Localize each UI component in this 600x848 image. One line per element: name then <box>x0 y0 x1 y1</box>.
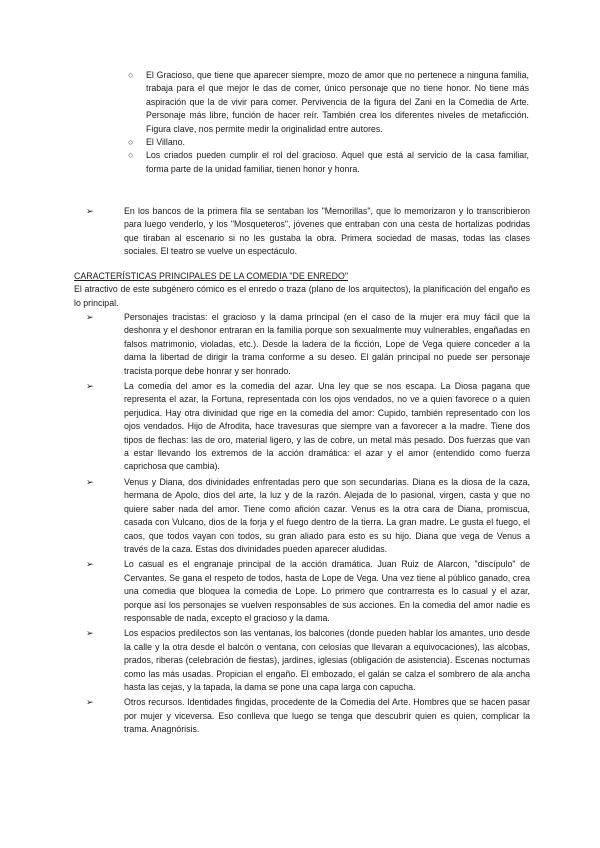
arrow-bullet-icon: ➢ <box>86 628 94 639</box>
list-item-text: Los espacios predilectos son las ventanas, los balcones (donde pueden hablar los amantes, uno desde la calle y la otra desde el balcón o ventana, con celosías que llevaran a equivocaciones), las alcobas, prados, riberas (celebración de fiestas), jardines, iglesias (obligación de asistencia). Escenas nocturnas como las más usadas. Propician el engaño. El embozado, el galán se calza el sombrero de ala ancha hasta las cejas, y la tapada, la dama se pone una capa larga con capucha. <box>124 628 530 692</box>
enredo-list <box>86 311 530 739</box>
circle-bullet-icon: ○ <box>128 70 134 80</box>
list-item <box>86 696 530 736</box>
enredo-section <box>74 270 530 310</box>
list-item <box>124 69 529 136</box>
section-heading: CARACTERÍSTICAS PRINCIPALES DE LA COMEDIA "DE ENREDO" <box>74 271 348 281</box>
list-item-text: El Gracioso, que tiene que aparecer siempre, mozo de amor que no pertenece a ninguna familia, trabaja para el que mejor le das de comer, único personaje que no tiene honor. No tiene más aspiración que la de vivir para comer. Pervivencia de la figura del Zani en la Comedia de Arte. Personaje más libre, función de hacer reír. También crea los diferentes niveles de metaficción. Figura clave, nos permite medir la originalidad entre autores. <box>146 70 529 134</box>
list-item-text: Lo casual es el engranaje principal de la acción dramática. Juan Ruiz de Alarcon, "discípulo" de Cervantes. Se gana el respeto de todos, hasta de Lope de Vega. Una vez tiene al público ganado, crea una comedia que bloquea la comedia de Lope. Lo primero que contrarresta es lo casual y el azar, porque así los personajes se vuelven responsables de sus acciones. En la comedia del amor nadie es responsable de nada, excepto el gracioso y la dama. <box>124 559 530 623</box>
arrow-bullet-icon: ➢ <box>86 559 94 570</box>
list-item-text: En los bancos de la primera fila se sentaban los "Memorillas", que lo memorizaron y lo transcribieron para luego venderlo, y los "Mosqueteros", jóvenes que entraban con una cesta de hortalizas podridas que tiraban al escenario si no les gustaba la obra. Primera sociedad de masas, todas las clases sociales. El teatro se vuelve un espectáculo. <box>124 206 530 257</box>
list-item <box>86 476 530 556</box>
list-item-text: La comedia del amor es la comedia del azar. Una ley que se nos escapa. La Diosa pagana que representa el azar, la Fortuna, representada con los ojos vendados, no ve a quien favorece o a quien perjudica. Hay otra divinidad que rige en la comedia del amor: Cupido, también representado con los ojos vendados. Hijo de Afrodita, hace travesuras que siempre van a favorecer a la madre. Tiene dos tipos de flechas: las de oro, material ligero, y las de cobre, un metal más pesado. Dos fuerzas que van a estar llevando los extremos de la acción dramática: el azar y el amor (entendido como fuerza caprichosa que cambia). <box>124 381 530 472</box>
arrow-bullet-icon: ➢ <box>86 381 94 392</box>
list-item <box>124 136 529 149</box>
memorillas-block <box>86 205 530 259</box>
list-item-text: Personajes tracistas: el gracioso y la dama principal (en el caso de la mujer era muy fácil que la deshonra y el deshonor entraran en la familia porque son sexualmente muy vulnerables, engañadas en falsos matrimonio, violadas, etc.). Desde la ladera de la ficción, Lope de Vega quiere conceder a la dama la libertad de dirigir la trama conforme a su deseo. El galán principal no puede ser personaje tracista porque debe honrar y ser honrado. <box>124 312 530 376</box>
arrow-bullet-icon: ➢ <box>86 697 94 708</box>
list-item <box>86 558 530 625</box>
circle-bullet-icon: ○ <box>128 137 134 148</box>
section-intro: El atractivo de este subgénero cómico es el enredo o traza (plano de los arquitectos), la planificación del engaño es lo principal. <box>74 284 530 308</box>
arrow-bullet-icon: ➢ <box>86 206 94 216</box>
list-item-text: El Villano. <box>146 137 185 148</box>
circle-bullet-icon: ○ <box>128 150 134 161</box>
list-item <box>124 149 529 176</box>
character-sublist <box>124 69 529 176</box>
list-item-text: Los criados pueden cumplir el rol del gracioso. Aquel que está al servicio de la casa familiar, forma parte de la unidad familiar, tienen honor y honra. <box>146 150 529 174</box>
arrow-bullet-icon: ➢ <box>86 312 94 322</box>
list-item <box>86 205 530 259</box>
list-item <box>86 380 530 474</box>
arrow-bullet-icon: ➢ <box>86 476 94 487</box>
list-item <box>86 627 530 694</box>
list-item-text: Otros recursos. Identidades fingidas, procedente de la Comedia del Arte. Hombres que se hacen pasar por mujer y viceversa. Eso conlleva que luego se tenga que descubrir quien es quien, complicar la trama. Anagnórisis. <box>124 697 530 735</box>
list-item-text: Venus y Diana, dos divinidades enfrentadas pero que son secundarias. Diana es la diosa de la caza, hermana de Apolo, dios del arte, la luz y de la razón. Alejada de lo pasional, virgen, casta y que no quiere saber nada del amor. Tiene como afición cazar. Venus es la otra cara de Diana, promiscua, casada con Vulcano, dios de la forja y el fuego dentro de la tierra. La gran madre. Le gusta el fuego, el caos, que todos vayan con todos, su gran aliado para esto es su hijo. Diana que vega de Venus a través de la caza. Estas dos divinidades pueden aparecer aludidas. <box>124 476 530 554</box>
list-item <box>86 311 530 378</box>
